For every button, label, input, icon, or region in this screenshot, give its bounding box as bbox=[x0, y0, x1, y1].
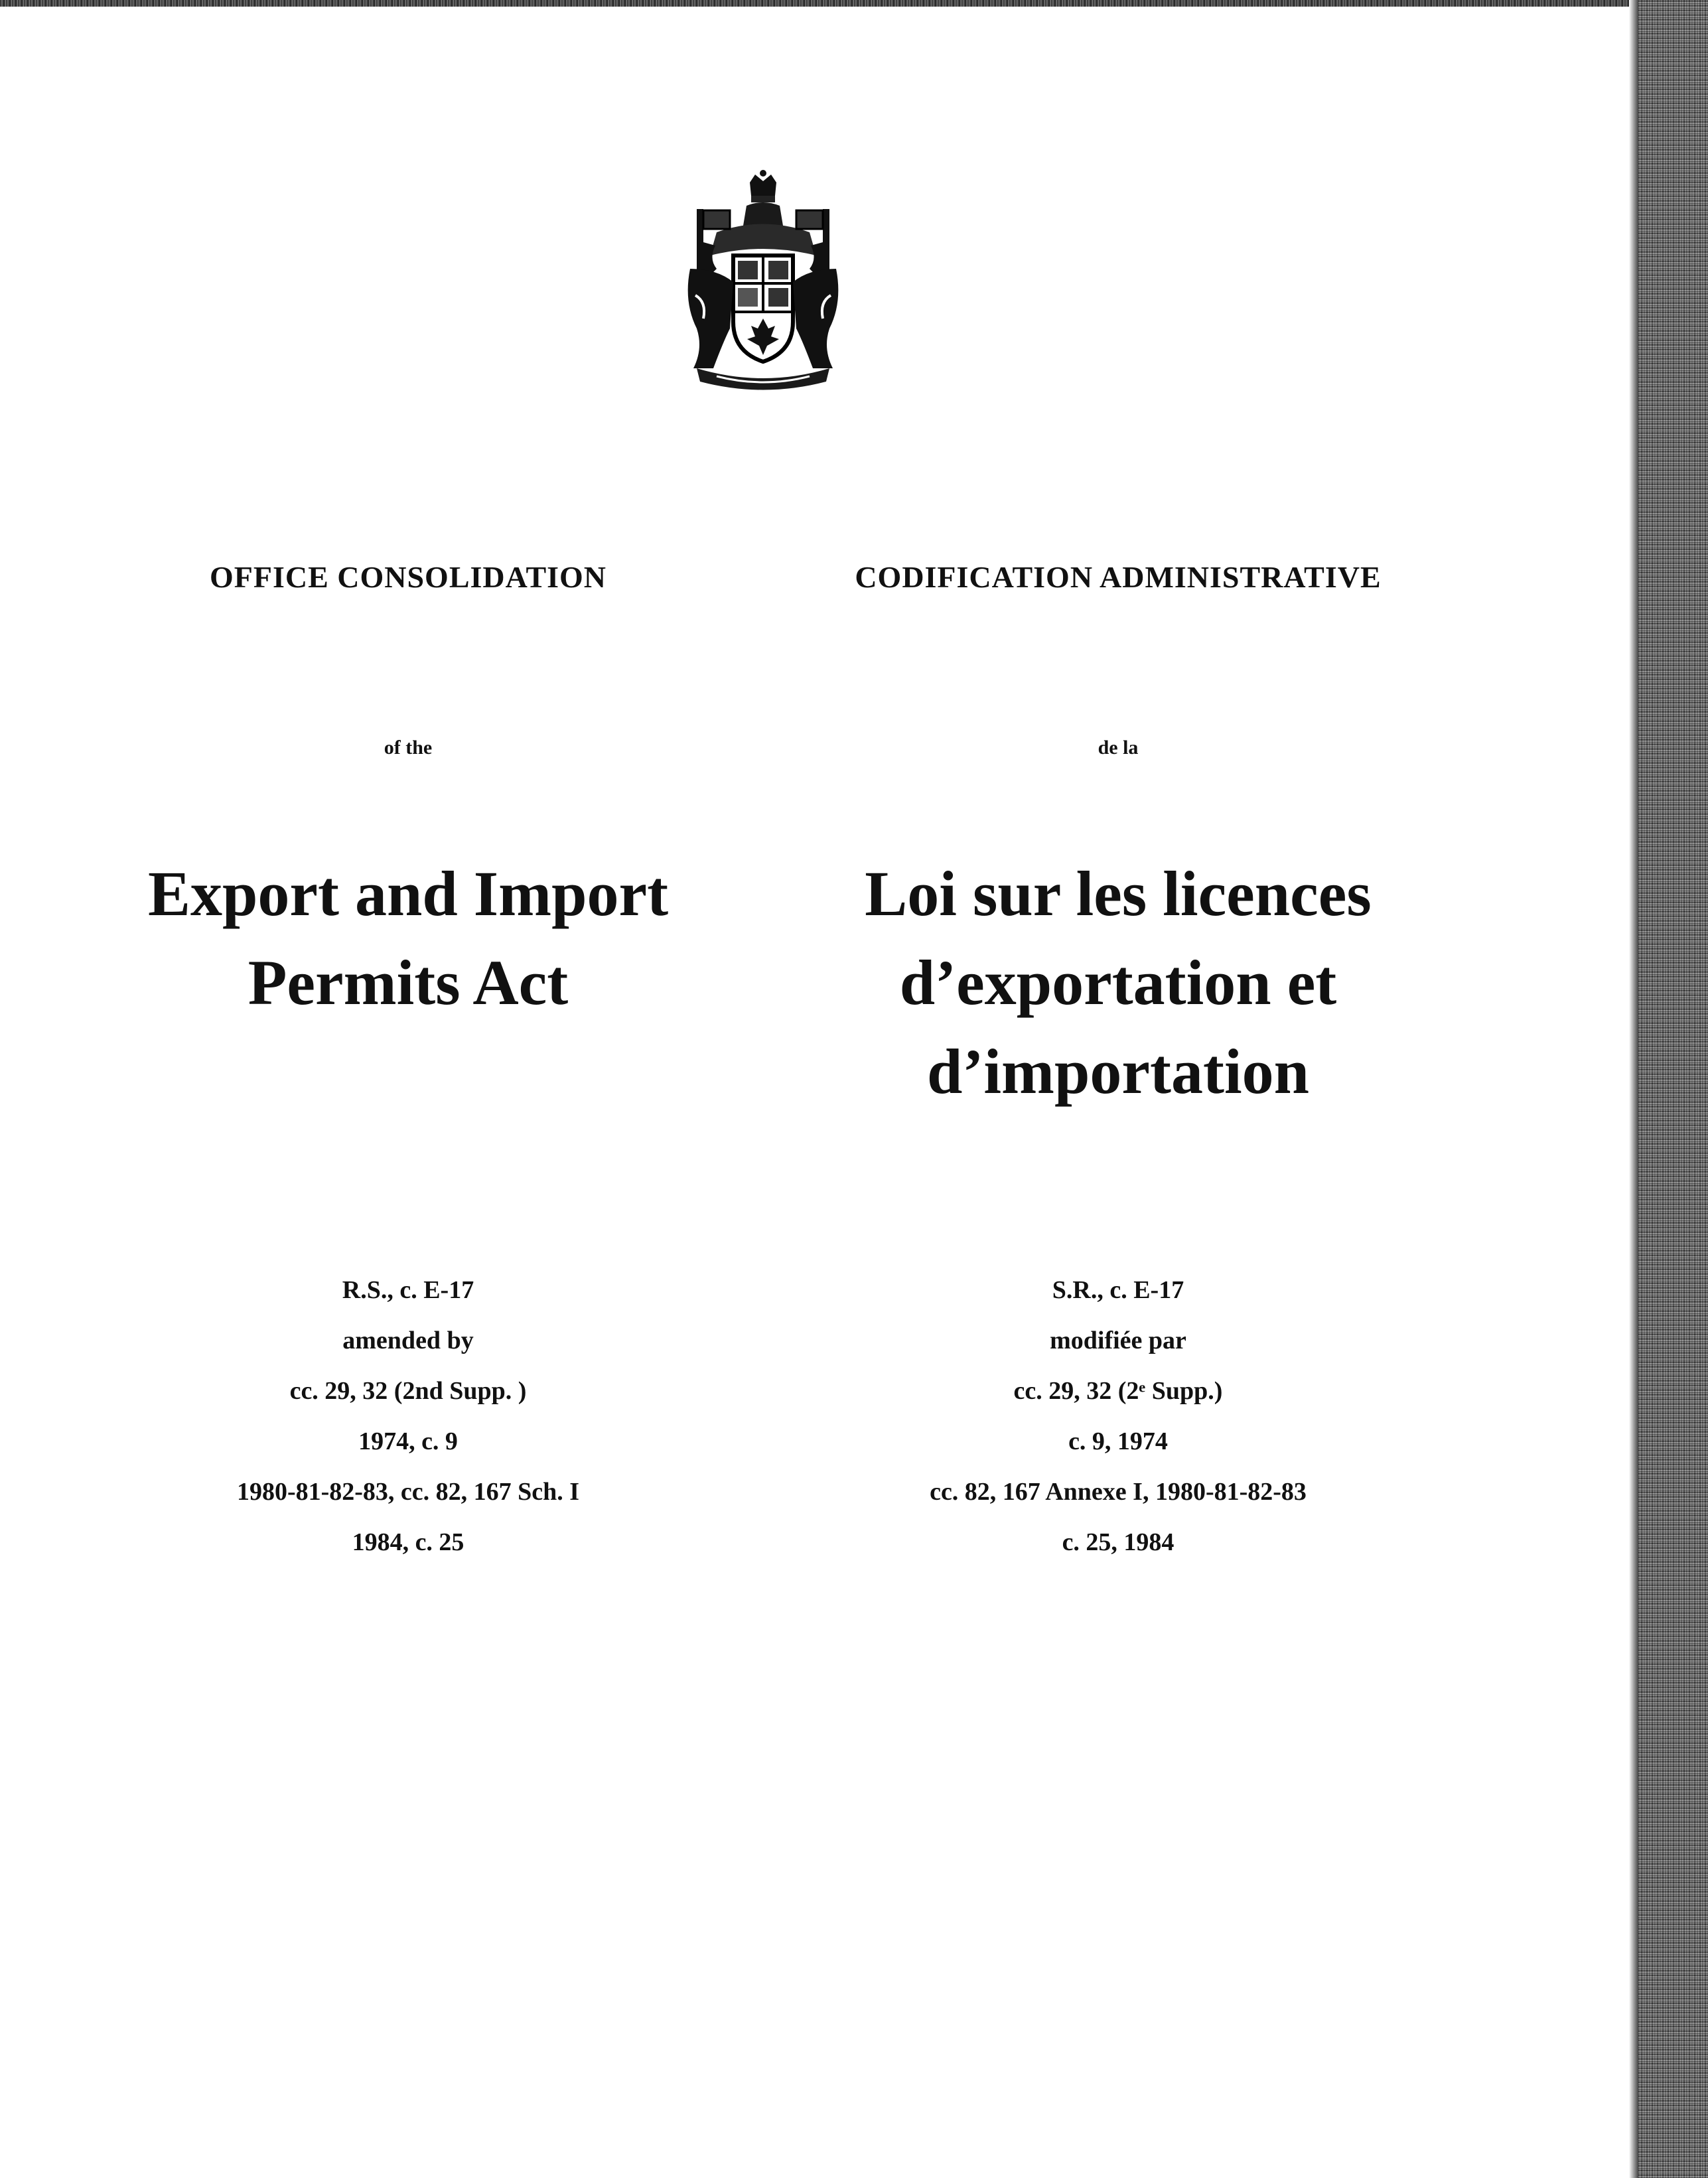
title-line: Permits Act bbox=[248, 947, 569, 1018]
citation-line: cc. 29, 32 (2ᵉ Supp.) bbox=[1013, 1377, 1223, 1405]
citation-line: amended by bbox=[342, 1327, 474, 1354]
act-title-english bbox=[66, 849, 750, 1027]
codification-administrative-heading: CODIFICATION ADMINISTRATIVE bbox=[855, 560, 1382, 594]
office-consolidation-heading: OFFICE CONSOLIDATION bbox=[209, 560, 607, 594]
citation-line: c. 9, 1974 bbox=[1068, 1427, 1168, 1455]
scan-edge-shadow bbox=[1629, 0, 1638, 2178]
scan-right-edge bbox=[1638, 0, 1708, 2178]
scan-top-edge bbox=[0, 0, 1708, 7]
citations-french bbox=[786, 1265, 1450, 1567]
citation-line: S.R., c. E-17 bbox=[1052, 1276, 1184, 1304]
citation-line: 1984, c. 25 bbox=[352, 1528, 464, 1556]
title-line: Loi sur les licences bbox=[865, 858, 1372, 929]
citations-english bbox=[66, 1265, 750, 1567]
title-line: Export and Import bbox=[147, 858, 669, 929]
title-line: d’exportation et bbox=[899, 947, 1337, 1018]
canadian-coat-of-arms-icon bbox=[677, 169, 849, 401]
citation-line: 1980-81-82-83, cc. 82, 167 Sch. I bbox=[236, 1478, 580, 1506]
citation-line: modifiée par bbox=[1050, 1327, 1186, 1354]
citation-line: cc. 82, 167 Annexe I, 1980-81-82-83 bbox=[930, 1478, 1307, 1506]
de-la-text: de la bbox=[1098, 737, 1139, 759]
citation-line: R.S., c. E-17 bbox=[342, 1276, 474, 1304]
act-title-french bbox=[786, 849, 1450, 1116]
citation-line: 1974, c. 9 bbox=[358, 1427, 458, 1455]
citation-line: c. 25, 1984 bbox=[1062, 1528, 1174, 1556]
citation-line: cc. 29, 32 (2nd Supp. ) bbox=[289, 1377, 527, 1405]
title-line: d’importation bbox=[927, 1036, 1309, 1107]
of-the-text: of the bbox=[384, 737, 433, 759]
